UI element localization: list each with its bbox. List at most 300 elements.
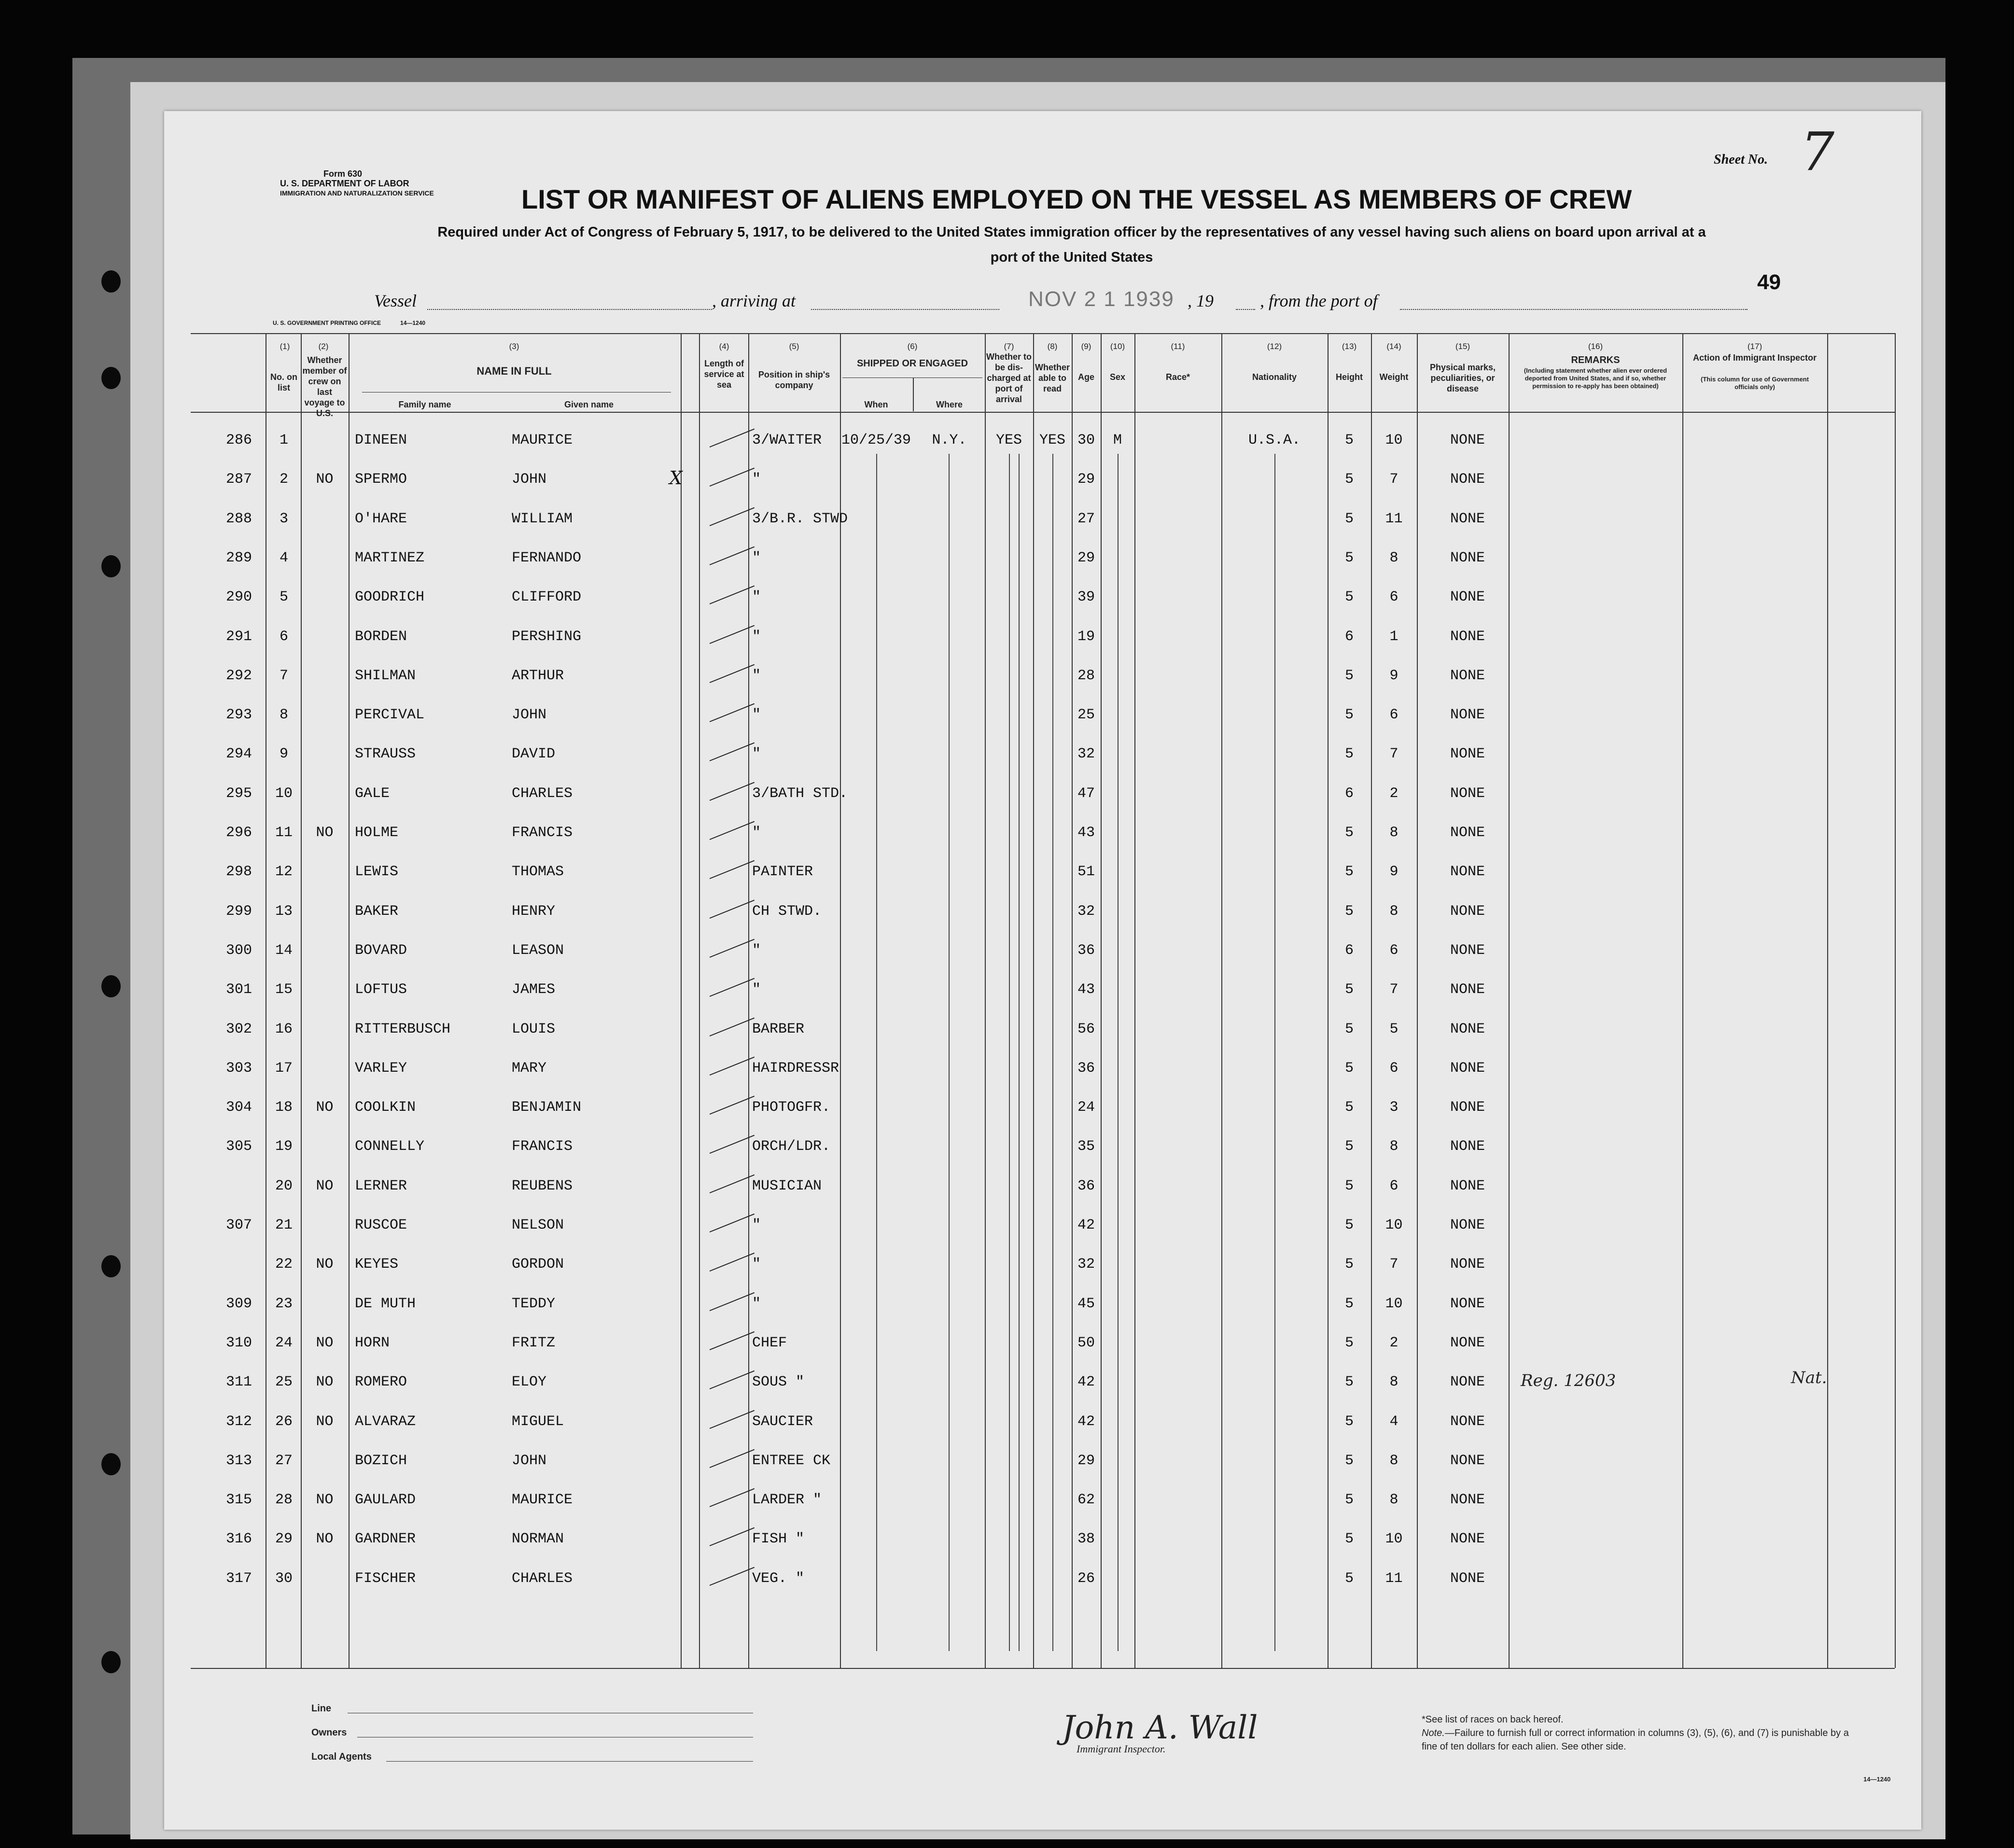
row-position: BARBER	[752, 1021, 805, 1037]
local-agents-label: Local Agents	[311, 1751, 372, 1762]
row-family-name: MARTINEZ	[355, 549, 425, 566]
row-shipped-where: N.Y.	[932, 432, 967, 448]
row-prev-voyage: NO	[316, 1374, 334, 1391]
row-serial: 305	[225, 1138, 252, 1155]
row-given-name: LOUIS	[512, 1021, 556, 1037]
row-height: 5	[1344, 471, 1354, 488]
row-number: 6	[279, 628, 288, 645]
row-given-name: FRANCIS	[512, 1138, 573, 1155]
col-12-number: (12)	[1267, 342, 1282, 351]
row-age: 26	[1077, 1570, 1095, 1587]
row-weight: 10	[1385, 1531, 1403, 1548]
row-given-name: REUBENS	[512, 1177, 573, 1194]
row-number: 10	[275, 785, 293, 802]
row-given-name: TEDDY	[512, 1295, 556, 1312]
arriving-label: , arriving at	[712, 291, 796, 310]
row-given-name: MIGUEL	[512, 1413, 564, 1430]
row-physical-marks: NONE	[1450, 1492, 1485, 1509]
col-17-header: Action of Immigrant Inspector	[1692, 353, 1817, 363]
row-physical-marks: NONE	[1450, 510, 1485, 527]
row-age: 47	[1077, 785, 1095, 802]
row-family-name: BORDEN	[355, 628, 407, 645]
row-physical-marks: NONE	[1450, 746, 1485, 763]
row-family-name: GARDNER	[355, 1531, 416, 1548]
row-age: 32	[1077, 1256, 1095, 1273]
col-3-number: (3)	[509, 342, 519, 351]
column-rule	[1033, 333, 1034, 1668]
row-position: "	[752, 1217, 761, 1233]
row-weight: 4	[1389, 1413, 1399, 1430]
row-number: 1	[279, 432, 288, 448]
col-13-header: Height	[1336, 372, 1363, 382]
row-family-name: GAULARD	[355, 1492, 416, 1509]
binder-hole	[101, 1255, 121, 1277]
row-serial: 302	[225, 1021, 252, 1037]
arriving-field	[811, 309, 999, 310]
row-height: 5	[1344, 864, 1354, 881]
row-age: 32	[1077, 903, 1095, 920]
row-given-name: CLIFFORD	[512, 589, 582, 606]
row-given-name: ARTHUR	[512, 667, 564, 684]
sheet-label: Sheet No.	[1714, 152, 1768, 167]
row-family-name: SHILMAN	[355, 667, 416, 684]
binder-hole	[101, 270, 121, 293]
ditto-discharged-mark	[1009, 454, 1010, 1651]
row-number: 5	[279, 589, 288, 606]
from-port-label: , from the port of	[1260, 291, 1378, 310]
row-height: 5	[1344, 1138, 1354, 1155]
row-weight: 11	[1385, 1570, 1403, 1587]
row-position: "	[752, 825, 761, 841]
row-position: "	[752, 1256, 761, 1273]
row-physical-marks: NONE	[1450, 825, 1485, 841]
col-6-header: SHIPPED OR ENGAGED	[856, 358, 968, 369]
row-serial: 291	[225, 628, 252, 645]
col-5-header: Position in ship's company	[758, 370, 830, 390]
row-age: 30	[1077, 432, 1095, 448]
row-age: 25	[1077, 707, 1095, 724]
row-number: 29	[275, 1531, 293, 1548]
printing-office: U. S. GOVERNMENT PRINTING OFFICE 14—1240	[273, 320, 426, 326]
line-label: Line	[311, 1703, 332, 1714]
row-physical-marks: NONE	[1450, 1217, 1485, 1233]
row-physical-marks: NONE	[1450, 1413, 1485, 1430]
row-number: 13	[275, 903, 293, 920]
row-age: 38	[1077, 1531, 1095, 1548]
col-8-number: (8)	[1047, 342, 1058, 351]
row-family-name: STRAUSS	[355, 746, 416, 763]
row-serial: 295	[225, 785, 252, 802]
list-number: 49	[1757, 270, 1781, 294]
column-rule	[748, 333, 749, 1668]
row-physical-marks: NONE	[1450, 1099, 1485, 1116]
row-height: 5	[1344, 1452, 1354, 1469]
subtitle-line-2: port of the United States	[990, 250, 1153, 265]
row-prev-voyage: NO	[316, 1492, 334, 1509]
col-15-number: (15)	[1455, 342, 1470, 351]
row-serial: 288	[225, 510, 252, 527]
row-physical-marks: NONE	[1450, 1177, 1485, 1194]
row-age: 45	[1077, 1295, 1095, 1312]
col-3-family-header: Family name	[398, 400, 451, 409]
owners-label: Owners	[311, 1727, 347, 1738]
row-physical-marks: NONE	[1450, 1452, 1485, 1469]
row-given-name: NELSON	[512, 1217, 564, 1233]
row-physical-marks: NONE	[1450, 1570, 1485, 1587]
ditto-nationality-mark	[1274, 454, 1275, 1651]
col-1-header: No. on list	[270, 372, 297, 392]
row-physical-marks: NONE	[1450, 864, 1485, 881]
row-position: "	[752, 707, 761, 724]
row-height: 5	[1344, 1413, 1354, 1430]
row-family-name: BOZICH	[355, 1452, 407, 1469]
row-position: MUSICIAN	[752, 1177, 822, 1194]
row-family-name: PERCIVAL	[355, 707, 425, 724]
page-title: LIST OR MANIFEST OF ALIENS EMPLOYED ON THE VESSEL AS MEMBERS OF CREW	[521, 184, 1632, 214]
col-7-header: Whether to be dis-charged at port of arrival	[986, 352, 1032, 404]
row-given-name: GORDON	[512, 1256, 564, 1273]
row-serial: 315	[225, 1492, 252, 1509]
row-serial: 290	[225, 589, 252, 606]
row-family-name: HORN	[355, 1334, 390, 1351]
row-weight: 5	[1389, 1021, 1399, 1037]
row-position: "	[752, 471, 761, 488]
row-height: 6	[1344, 942, 1354, 959]
footnote-race: *See list of races on back hereof.	[1422, 1714, 1564, 1725]
row-serial: 296	[225, 825, 252, 841]
row-age: 28	[1077, 667, 1095, 684]
row-serial: 294	[225, 746, 252, 763]
row-position: CHEF	[752, 1334, 787, 1351]
row-age: 51	[1077, 864, 1095, 881]
row-number: 19	[275, 1138, 293, 1155]
row-given-name: NORMAN	[512, 1531, 564, 1548]
row-prev-voyage: NO	[316, 1177, 334, 1194]
row-age: 43	[1077, 981, 1095, 998]
row-number: 12	[275, 864, 293, 881]
service-label: IMMIGRATION AND NATURALIZATION SERVICE	[280, 189, 434, 197]
row-family-name: CONNELLY	[355, 1138, 425, 1155]
row-age: 42	[1077, 1374, 1095, 1391]
row-height: 5	[1344, 1021, 1354, 1037]
row-number: 22	[275, 1256, 293, 1273]
row-number: 8	[279, 707, 288, 724]
col-11-number: (11)	[1171, 342, 1185, 351]
ditto-when-mark	[876, 454, 877, 1651]
row-weight: 7	[1389, 746, 1399, 763]
row-given-name: WILLIAM	[512, 510, 573, 527]
row-age: 42	[1077, 1217, 1095, 1233]
row-given-name: ELOY	[512, 1374, 547, 1391]
col-1-number: (1)	[280, 342, 290, 351]
row-family-name: RUSCOE	[355, 1217, 407, 1233]
row-height: 5	[1344, 903, 1354, 920]
row-physical-marks: NONE	[1450, 432, 1485, 448]
row-physical-marks: NONE	[1450, 1334, 1485, 1351]
row-physical-marks: NONE	[1450, 589, 1485, 606]
row-serial: 287	[225, 471, 252, 488]
row-weight: 9	[1389, 667, 1399, 684]
row-height: 5	[1344, 1374, 1354, 1391]
col-2-number: (2)	[318, 342, 329, 351]
row-physical-marks: NONE	[1450, 942, 1485, 959]
row-given-name: PERSHING	[512, 628, 582, 645]
row-prev-voyage: NO	[316, 1413, 334, 1430]
form-info	[280, 169, 434, 198]
row-height: 5	[1344, 549, 1354, 566]
row-physical-marks: NONE	[1450, 981, 1485, 998]
col-2-header: Whether member of crew on last voyage to U.S.	[302, 355, 347, 418]
year-field	[1236, 309, 1255, 310]
column-rule	[1417, 333, 1418, 1668]
col-10-header: Sex	[1109, 372, 1126, 382]
col-4-header: Length of service at sea	[704, 359, 744, 390]
row-serial: 289	[225, 549, 252, 566]
col-6-number: (6)	[907, 342, 918, 351]
row-height: 5	[1344, 1492, 1354, 1509]
row-family-name: HOLME	[355, 825, 399, 841]
row-physical-marks: NONE	[1450, 1256, 1485, 1273]
row-number: 11	[275, 825, 293, 841]
row-given-name: JOHN	[512, 707, 547, 724]
col-13-number: (13)	[1342, 342, 1357, 351]
department-label: U. S. DEPARTMENT OF LABOR	[280, 179, 409, 188]
row-family-name: LEWIS	[355, 864, 399, 881]
date-stamp: NOV 2 1 1939	[1028, 287, 1175, 311]
row-weight: 2	[1389, 1334, 1399, 1351]
binder-hole	[101, 1453, 121, 1475]
column-rule	[349, 333, 350, 1668]
row-height: 5	[1344, 1295, 1354, 1312]
row-weight: 8	[1389, 1492, 1399, 1509]
row-position: CH STWD.	[752, 903, 822, 920]
row-height: 5	[1344, 825, 1354, 841]
row-number: 21	[275, 1217, 293, 1233]
row-weight: 6	[1389, 589, 1399, 606]
row-number: 24	[275, 1334, 293, 1351]
column-rule	[699, 333, 700, 1668]
row-weight: 8	[1389, 1452, 1399, 1469]
row-physical-marks: NONE	[1450, 1295, 1485, 1312]
row-number: 14	[275, 942, 293, 959]
binder-hole	[101, 367, 121, 389]
row-given-name: CHARLES	[512, 1570, 573, 1587]
inspector-signature: John A. Wall	[1062, 1709, 1258, 1746]
row-family-name: KEYES	[355, 1256, 399, 1273]
row-height: 5	[1344, 1099, 1354, 1116]
header-bottom-rule	[191, 412, 1895, 413]
row-age: 24	[1077, 1099, 1095, 1116]
row-height: 5	[1344, 1060, 1354, 1077]
col-16-number: (16)	[1588, 342, 1603, 351]
row-serial: 292	[225, 667, 252, 684]
row-physical-marks: NONE	[1450, 707, 1485, 724]
row-physical-marks: NONE	[1450, 1021, 1485, 1037]
vessel-label: Vessel	[374, 291, 417, 310]
row-serial: 317	[225, 1570, 252, 1587]
row-height: 5	[1344, 1531, 1354, 1548]
column-rule	[681, 333, 682, 1668]
row-sex: M	[1113, 432, 1122, 448]
row-age: 62	[1077, 1492, 1095, 1509]
col-6-when-header: When	[864, 400, 888, 409]
binder-hole	[101, 1651, 121, 1673]
row-position: "	[752, 942, 761, 959]
row-position: "	[752, 981, 761, 998]
row-number: 25	[275, 1374, 293, 1391]
row-height: 5	[1344, 589, 1354, 606]
row-given-name: JOHN	[512, 471, 547, 488]
row-given-name: THOMAS	[512, 864, 564, 881]
row-given-name: FRANCIS	[512, 825, 573, 841]
col-16-header: REMARKS	[1571, 355, 1620, 365]
row-age: 50	[1077, 1334, 1095, 1351]
row-family-name: VARLEY	[355, 1060, 407, 1077]
row-position: FISH "	[752, 1531, 805, 1548]
row-weight: 8	[1389, 1374, 1399, 1391]
row-nationality: U.S.A.	[1248, 432, 1301, 448]
row-age: 29	[1077, 549, 1095, 566]
row-position: "	[752, 549, 761, 566]
row-age: 39	[1077, 589, 1095, 606]
row-number: 4	[279, 549, 288, 566]
row-family-name: ROMERO	[355, 1374, 407, 1391]
row-given-name: LEASON	[512, 942, 564, 959]
column-rule	[1682, 333, 1683, 1668]
col-4-number: (4)	[719, 342, 729, 351]
row-prev-voyage: NO	[316, 1334, 334, 1351]
row-given-name: DAVID	[512, 746, 556, 763]
row-position: "	[752, 628, 761, 645]
row-number: 15	[275, 981, 293, 998]
footnote-penalty: Note.—Failure to furnish full or correct information in columns (3), (5), (6), and (7) is punishable by a fine of ten dollars for each alien. See other side.	[1422, 1728, 1849, 1752]
row-height: 5	[1344, 746, 1354, 763]
binder-hole	[101, 555, 121, 577]
col-17-note: (This column for use of Government officials only)	[1701, 376, 1809, 391]
col-17-number: (17)	[1747, 342, 1762, 351]
row-age: 27	[1077, 510, 1095, 527]
row-age: 35	[1077, 1138, 1095, 1155]
row-age: 42	[1077, 1413, 1095, 1430]
row-given-name: MAURICE	[512, 432, 573, 448]
row-physical-marks: NONE	[1450, 785, 1485, 802]
row-family-name: LERNER	[355, 1177, 407, 1194]
footnote	[1422, 1713, 1856, 1753]
row-family-name: BAKER	[355, 903, 399, 920]
row-given-name: MARY	[512, 1060, 547, 1077]
column-rule	[1221, 333, 1222, 1668]
row-position: "	[752, 667, 761, 684]
row-age: 56	[1077, 1021, 1095, 1037]
col-14-header: Weight	[1379, 372, 1409, 382]
row-weight: 6	[1389, 942, 1399, 959]
row-age: 32	[1077, 746, 1095, 763]
row-weight: 1	[1389, 628, 1399, 645]
row-serial: 313	[225, 1452, 252, 1469]
row-physical-marks: NONE	[1450, 1138, 1485, 1155]
column-rule	[985, 333, 986, 1668]
row-height: 6	[1344, 628, 1354, 645]
col-16-note: (Including statement whether alien ever ordered deported from United States, and if so, whether permission to re-apply has been obtained)	[1524, 367, 1667, 390]
row-height: 5	[1344, 707, 1354, 724]
year-label: , 19	[1188, 291, 1214, 310]
row-family-name: GOODRICH	[355, 589, 425, 606]
row-weight: 10	[1385, 1217, 1403, 1233]
row-position: SOUS "	[752, 1374, 805, 1391]
column-rule	[1134, 333, 1135, 1668]
row-given-name: FRITZ	[512, 1334, 556, 1351]
row-given-name: MAURICE	[512, 1492, 573, 1509]
row-serial: 307	[225, 1217, 252, 1233]
row-serial: 299	[225, 903, 252, 920]
row-serial: 316	[225, 1531, 252, 1548]
row-physical-marks: NONE	[1450, 1374, 1485, 1391]
row-physical-marks: NONE	[1450, 628, 1485, 645]
row-position: LARDER "	[752, 1492, 822, 1509]
row-age: 36	[1077, 942, 1095, 959]
row-position: SAUCIER	[752, 1413, 813, 1430]
row-number: 23	[275, 1295, 293, 1312]
row-family-name: GALE	[355, 785, 390, 802]
row-age: 36	[1077, 1177, 1095, 1194]
row-weight: 8	[1389, 549, 1399, 566]
binder-hole	[101, 975, 121, 997]
row-family-name: FISCHER	[355, 1570, 416, 1587]
row-serial: 301	[225, 981, 252, 998]
row-physical-marks: NONE	[1450, 1531, 1485, 1548]
row-family-name: BOVARD	[355, 942, 407, 959]
from-port-field	[1400, 309, 1748, 310]
row-height: 5	[1344, 1334, 1354, 1351]
row-prev-voyage: NO	[316, 1531, 334, 1548]
row-given-name: JOHN	[512, 1452, 547, 1469]
row-age: 36	[1077, 1060, 1095, 1077]
row-serial: 293	[225, 707, 252, 724]
col-11-header: Race*	[1165, 372, 1190, 382]
row-serial: 312	[225, 1413, 252, 1430]
row-physical-marks: NONE	[1450, 471, 1485, 488]
row-prev-voyage: NO	[316, 1099, 334, 1116]
ditto-read-mark	[1052, 454, 1053, 1651]
row-family-name: DINEEN	[355, 432, 407, 448]
row-position: 3/B.R. STWD	[752, 510, 848, 527]
row-serial: 298	[225, 864, 252, 881]
row-weight: 6	[1389, 1060, 1399, 1077]
row-height: 5	[1344, 1256, 1354, 1273]
row-height: 5	[1344, 510, 1354, 527]
row-given-name: JAMES	[512, 981, 556, 998]
row-serial: 304	[225, 1099, 252, 1116]
col-14-number: (14)	[1386, 342, 1401, 351]
row-number: 7	[279, 667, 288, 684]
vessel-field	[427, 309, 712, 310]
row-weight: 11	[1385, 510, 1403, 527]
ditto-where-mark	[949, 454, 950, 1651]
row-number: 3	[279, 510, 288, 527]
row-height: 5	[1344, 667, 1354, 684]
row-physical-marks: NONE	[1450, 1060, 1485, 1077]
manifest-sheet	[164, 111, 1921, 1830]
row-family-name: COOLKIN	[355, 1099, 416, 1116]
ditto-sex-mark	[1118, 454, 1119, 1651]
subtitle-line-1: Required under Act of Congress of February 5, 1917, to be delivered to the United States immigration officer by the representatives of any vessel having such aliens on board upon arrival at a	[437, 224, 1706, 240]
row-family-name: LOFTUS	[355, 981, 407, 998]
col-8-header: Whether able to read	[1035, 363, 1070, 393]
row-family-name: DE MUTH	[355, 1295, 416, 1312]
col-3-header: NAME IN FULL	[476, 365, 552, 377]
row-remarks: Reg. 12603	[1521, 1371, 1616, 1391]
row-weight: 6	[1389, 707, 1399, 724]
